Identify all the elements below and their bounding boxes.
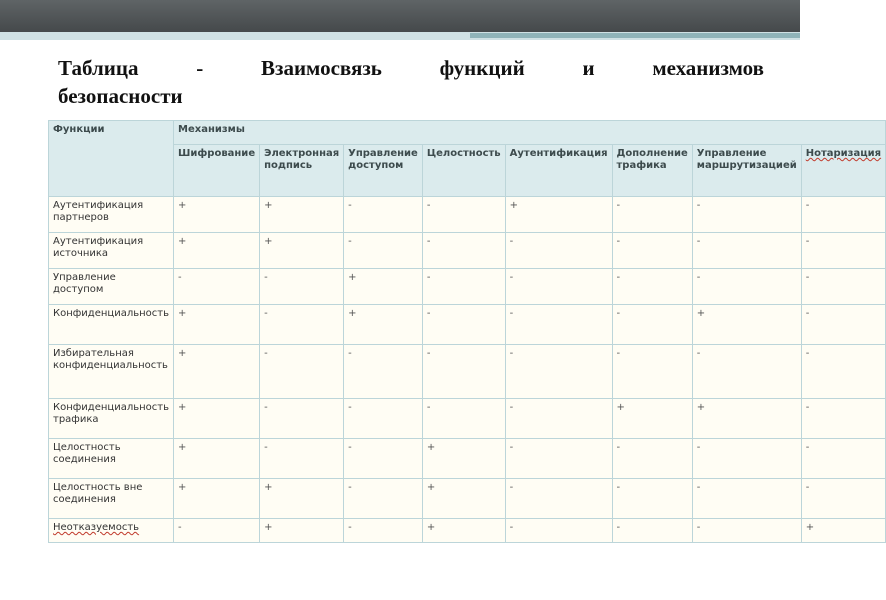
- mechanism-value-cell: -: [692, 519, 801, 543]
- mechanism-value-cell: -: [505, 305, 612, 345]
- mechanism-column-header: Шифрование: [174, 145, 260, 197]
- title-word: и: [582, 56, 595, 80]
- table-row: [49, 269, 886, 305]
- function-name-cell: Управление доступом: [49, 269, 174, 305]
- mechanism-value-cell: -: [505, 233, 612, 269]
- mechanism-value-cell: -: [801, 399, 885, 439]
- mechanism-value-cell: -: [801, 439, 885, 479]
- title-word: Таблица: [58, 56, 139, 80]
- mechanism-value-cell: -: [260, 345, 344, 399]
- mechanism-value-cell: +: [344, 269, 423, 305]
- mechanism-value-cell: -: [260, 399, 344, 439]
- table-row: [49, 197, 886, 233]
- mechanism-value-cell: +: [801, 519, 885, 543]
- table-row: [49, 233, 886, 269]
- mechanism-value-cell: -: [260, 439, 344, 479]
- mechanism-value-cell: -: [505, 439, 612, 479]
- mechanism-value-cell: +: [505, 197, 612, 233]
- mechanism-column-header: Аутентификация: [505, 145, 612, 197]
- mechanism-value-cell: -: [801, 479, 885, 519]
- security-functions-table: [48, 120, 886, 543]
- security-table-container: [48, 120, 886, 543]
- mechanism-value-cell: -: [422, 197, 505, 233]
- function-name-cell: Конфиденциальность: [49, 305, 174, 345]
- mechanism-value-cell: -: [801, 233, 885, 269]
- mechanism-value-cell: -: [692, 439, 801, 479]
- table-row: [49, 439, 886, 479]
- mechanism-column-header: Управление маршрутизацией: [692, 145, 801, 197]
- slide-header-bar: [0, 0, 800, 32]
- mechanism-value-cell: -: [422, 345, 505, 399]
- mechanism-value-cell: -: [505, 399, 612, 439]
- mechanism-column-header: Электронная подпись: [260, 145, 344, 197]
- table-row: [49, 399, 886, 439]
- mechanism-value-cell: +: [174, 197, 260, 233]
- table-row: [49, 519, 886, 543]
- mechanism-value-cell: +: [174, 345, 260, 399]
- table-row: [49, 305, 886, 345]
- mechanism-value-cell: -: [801, 197, 885, 233]
- mechanism-value-cell: -: [344, 519, 423, 543]
- title-word: функций: [439, 56, 525, 80]
- title-word: Взаимосвязь: [261, 56, 382, 80]
- mechanism-value-cell: -: [422, 269, 505, 305]
- mechanism-value-cell: -: [801, 269, 885, 305]
- mechanism-value-cell: +: [692, 399, 801, 439]
- mechanism-value-cell: -: [612, 233, 692, 269]
- table-row: [49, 345, 886, 399]
- mechanism-value-cell: +: [692, 305, 801, 345]
- mechanism-column-header: Управление доступом: [344, 145, 423, 197]
- mechanism-value-cell: -: [801, 305, 885, 345]
- mechanism-value-cell: -: [174, 519, 260, 543]
- mechanism-value-cell: -: [692, 233, 801, 269]
- mechanism-value-cell: +: [260, 233, 344, 269]
- mechanism-value-cell: -: [505, 479, 612, 519]
- mechanism-value-cell: +: [260, 197, 344, 233]
- mechanism-value-cell: -: [612, 345, 692, 399]
- mechanism-value-cell: -: [344, 197, 423, 233]
- mechanism-value-cell: -: [174, 269, 260, 305]
- slide-title-line2: безопасности: [58, 84, 183, 108]
- mechanism-value-cell: -: [505, 519, 612, 543]
- mechanism-value-cell: +: [612, 399, 692, 439]
- mechanism-value-cell: -: [612, 479, 692, 519]
- mechanism-value-cell: -: [422, 399, 505, 439]
- mechanism-value-cell: -: [422, 305, 505, 345]
- functions-header: Функции: [49, 121, 174, 197]
- mechanism-value-cell: -: [692, 197, 801, 233]
- mechanisms-header: Механизмы: [174, 121, 886, 145]
- mechanism-value-cell: +: [344, 305, 423, 345]
- mechanism-column-header: Нотаризация: [801, 145, 885, 197]
- mechanism-value-cell: -: [344, 399, 423, 439]
- mechanism-value-cell: +: [174, 439, 260, 479]
- mechanism-value-cell: -: [422, 233, 505, 269]
- mechanism-value-cell: -: [344, 345, 423, 399]
- mechanism-value-cell: -: [505, 345, 612, 399]
- function-name-cell: Неотказуемость: [49, 519, 174, 543]
- mechanism-value-cell: -: [612, 519, 692, 543]
- mechanism-value-cell: +: [260, 479, 344, 519]
- mechanism-value-cell: -: [344, 233, 423, 269]
- mechanism-value-cell: -: [612, 439, 692, 479]
- mechanism-column-header: Дополнение трафика: [612, 145, 692, 197]
- mechanism-value-cell: -: [260, 305, 344, 345]
- mechanism-value-cell: -: [612, 305, 692, 345]
- mechanism-value-cell: -: [692, 345, 801, 399]
- mechanism-value-cell: +: [422, 519, 505, 543]
- mechanism-value-cell: -: [344, 479, 423, 519]
- mechanism-value-cell: -: [344, 439, 423, 479]
- mechanism-value-cell: +: [174, 479, 260, 519]
- mechanism-value-cell: +: [422, 439, 505, 479]
- title-word: -: [196, 56, 204, 80]
- table-row: [49, 479, 886, 519]
- function-name-cell: Избирательная конфиденциальность: [49, 345, 174, 399]
- slide-title: [58, 54, 764, 110]
- slide-accent-strip: [0, 32, 800, 40]
- mechanism-value-cell: -: [612, 197, 692, 233]
- mechanism-value-cell: -: [801, 345, 885, 399]
- mechanism-value-cell: -: [505, 269, 612, 305]
- mechanism-value-cell: +: [422, 479, 505, 519]
- mechanism-value-cell: +: [174, 233, 260, 269]
- slide-title-line1: [58, 54, 764, 82]
- title-word: механизмов: [652, 56, 764, 80]
- mechanism-value-cell: -: [692, 479, 801, 519]
- mechanism-value-cell: +: [260, 519, 344, 543]
- mechanism-column-header: Целостность: [422, 145, 505, 197]
- function-name-cell: Аутентификация партнеров: [49, 197, 174, 233]
- function-name-cell: Целостность соединения: [49, 439, 174, 479]
- function-name-cell: Конфиденциальность трафика: [49, 399, 174, 439]
- mechanism-value-cell: -: [260, 269, 344, 305]
- mechanism-value-cell: -: [692, 269, 801, 305]
- mechanism-value-cell: +: [174, 399, 260, 439]
- function-name-cell: Аутентификация источника: [49, 233, 174, 269]
- mechanism-value-cell: -: [612, 269, 692, 305]
- mechanism-value-cell: +: [174, 305, 260, 345]
- function-name-cell: Целостность вне соединения: [49, 479, 174, 519]
